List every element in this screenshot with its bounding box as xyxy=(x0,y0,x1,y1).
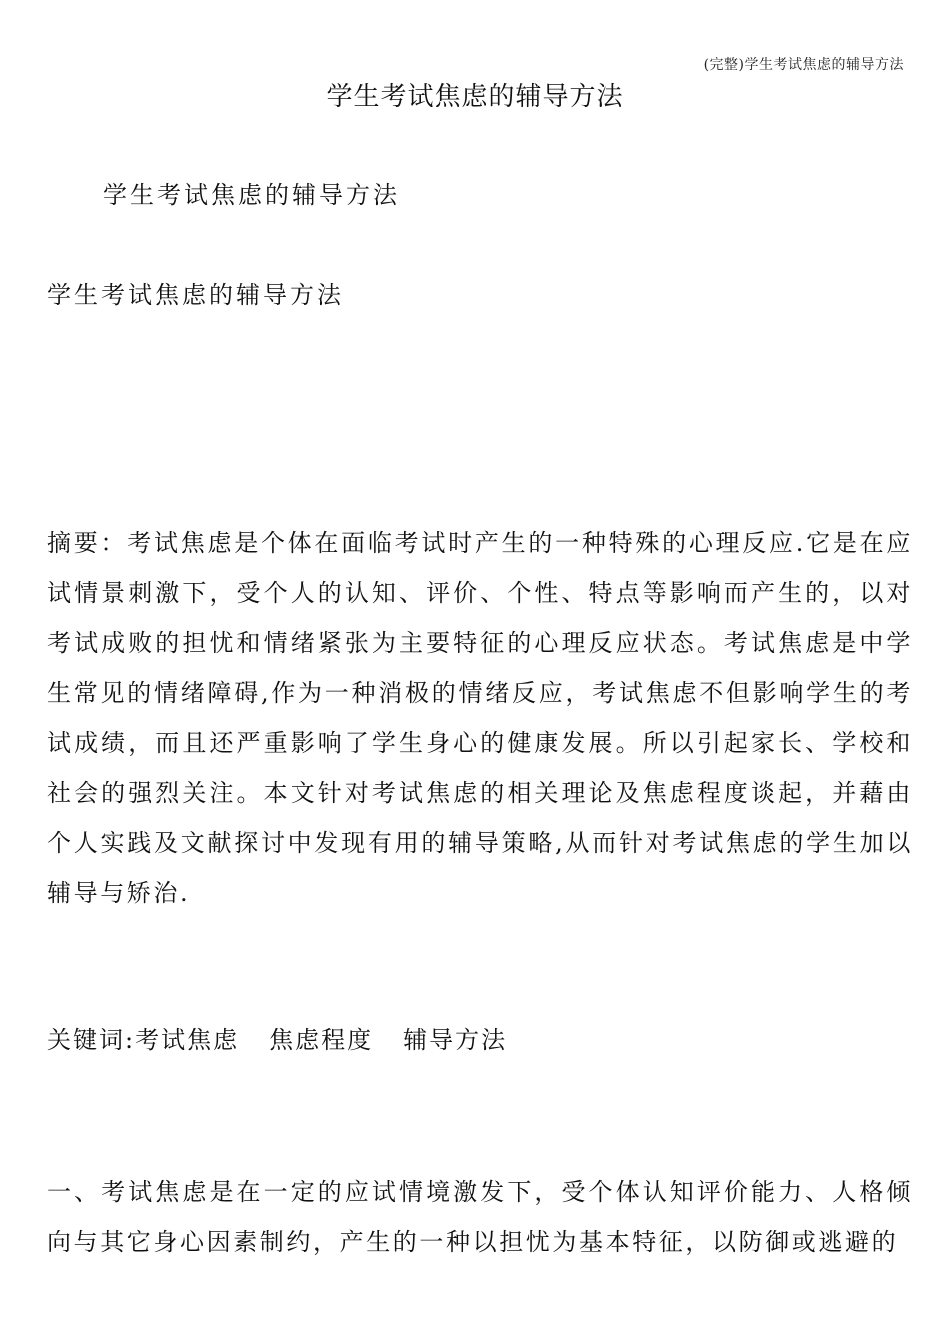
section-one-paragraph: 一、考试焦虑是在一定的应试情境激发下，受个体认知评价能力、人格倾向与其它身心因素制约，产生的一种以担忧为基本特征，以防御或逃避的 xyxy=(47,1178,913,1256)
keyword-1: 考试焦虑 xyxy=(135,1026,240,1054)
keywords-label: 关键词: xyxy=(47,1026,136,1054)
keyword-2: 焦虑程度 xyxy=(269,1026,374,1054)
document-title: 学生考试焦虑的辅导方法 xyxy=(326,82,624,112)
subtitle-flush: 学生考试焦虑的辅导方法 xyxy=(47,281,344,309)
keyword-3: 辅导方法 xyxy=(403,1026,508,1054)
keywords-line xyxy=(47,1020,507,1055)
subtitle-indented: 学生考试焦虑的辅导方法 xyxy=(103,181,400,209)
running-header: (完整)学生考试焦虑的辅导方法 xyxy=(703,57,904,73)
abstract-paragraph: 摘要：考试焦虑是个体在面临考试时产生的一种特殊的心理反应.它是在应试情景刺激下，受个人的认知、评价、个性、特点等影响而产生的，以对考试成败的担忧和情绪紧张为主要特征的心理反应状态。考试焦虑是中学生常见的情绪障碍,作为一种消极的情绪反应，考试焦虑不但影响学生的考试成绩，而且还严重影响了学生身心的健康发展。所以引起家长、学校和社会的强烈关注。本文针对考试焦虑的相关理论及焦虑程度谈起，并藉由个人实践及文献探讨中发现有用的辅导策略,从而针对考试焦虑的学生加以辅导与矫治. xyxy=(47,529,913,907)
